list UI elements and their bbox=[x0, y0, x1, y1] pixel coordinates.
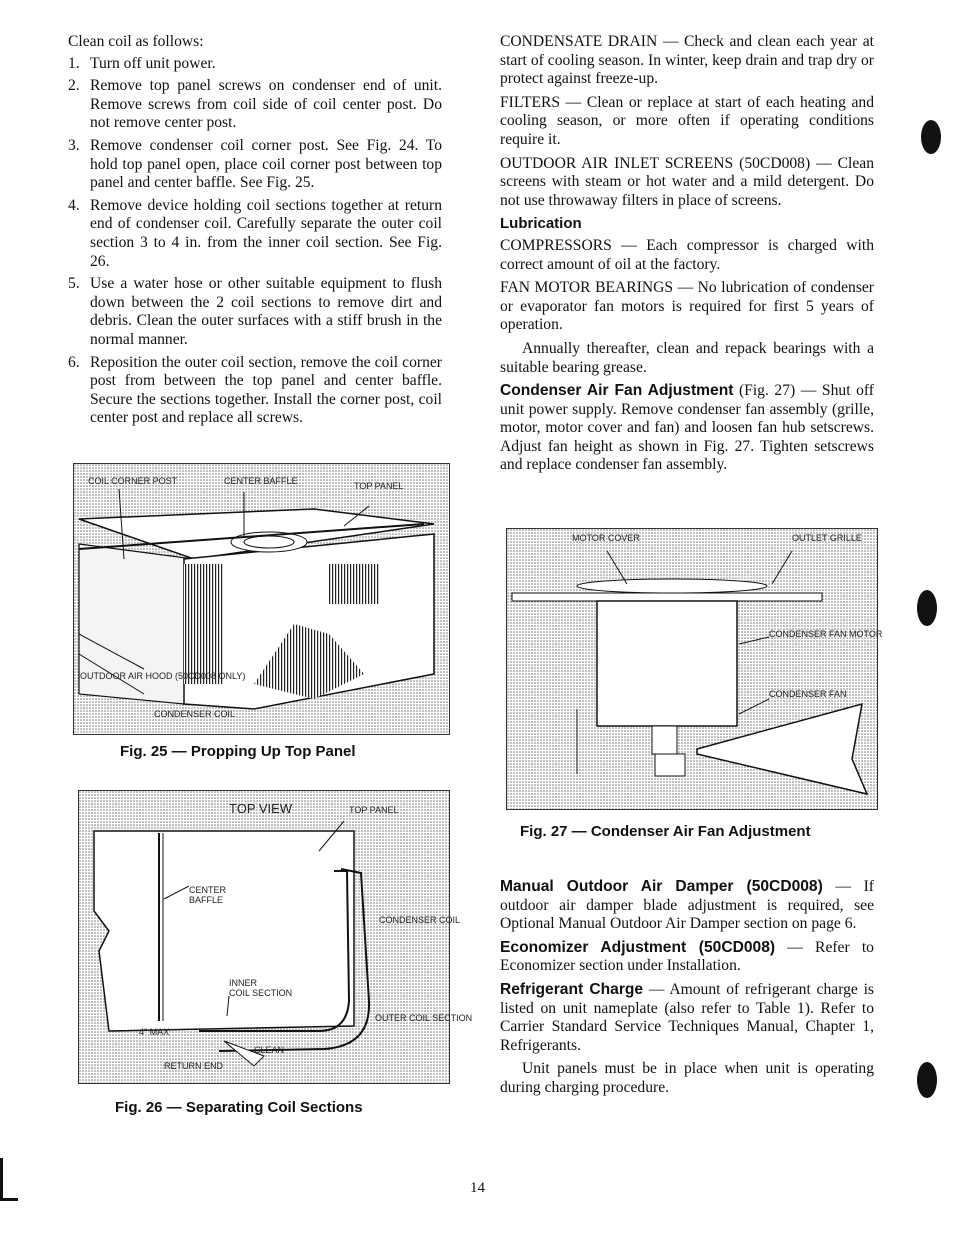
fig27-label-motor-cover: MOTOR COVER bbox=[572, 533, 640, 543]
clean-coil-intro: Clean coil as follows: bbox=[68, 33, 204, 50]
step-item: 4. Remove device holding coil sections together at return end of condenser coil. Carefully separate the outer coil section 3 to 4 in. from the inner coil section. See Fig. 26. bbox=[68, 196, 442, 270]
fig26-label-outer-coil: OUTER COIL SECTION bbox=[375, 1013, 473, 1023]
step-item: 1. Turn off unit power. bbox=[68, 54, 216, 72]
fig26-label-clean: CLEAN bbox=[254, 1045, 285, 1055]
condensate-drain-paragraph: CONDENSATE DRAIN — Check and clean each year at start of cooling season. In winter, keep drain and trap dry or protect against freeze-up. bbox=[500, 33, 874, 88]
lubrication-heading: Lubrication bbox=[500, 215, 582, 233]
fig25-label-center-baffle: CENTER BAFFLE bbox=[224, 476, 298, 486]
fig25-illustration bbox=[73, 463, 450, 735]
economizer-paragraph: Economizer Adjustment (50CD008) — Refer to Economizer section under Installation. bbox=[500, 938, 874, 975]
fig27-drawing bbox=[507, 529, 883, 809]
fig26-label-top-panel: TOP PANEL bbox=[349, 805, 399, 815]
fig26-label-center-baffle-2: BAFFLE bbox=[189, 895, 224, 905]
fig25-label-coil-corner-post: COIL CORNER POST bbox=[88, 476, 178, 486]
fig26-label-inner-coil-1: INNER bbox=[229, 978, 258, 988]
fig26-label-return-end: RETURN END bbox=[164, 1061, 224, 1071]
step-item: 5. Use a water hose or other suitable equipment to flush down between the 2 coil sections to remove dirt and debris. Clean the outer surfaces with a stiff brush in the normal manner. bbox=[68, 275, 442, 348]
step-item: 3. Remove condenser coil corner post. See Fig. 24. To hold top panel open, place coil corner post between top panel and center baffle. See Fig. 25. bbox=[68, 136, 442, 192]
compressors-paragraph: COMPRESSORS — Each compressor is charged with correct amount of oil at the factory. bbox=[500, 236, 874, 273]
right-column-bottom bbox=[500, 878, 874, 1103]
binding-hole-mark bbox=[917, 1062, 937, 1098]
binding-hole-mark bbox=[921, 120, 941, 154]
fig27-caption: Fig. 27 — Condenser Air Fan Adjustment bbox=[520, 823, 811, 840]
right-column-top bbox=[500, 33, 874, 480]
fig26-label-max: 4" MAX bbox=[139, 1027, 170, 1037]
binding-hole-mark bbox=[917, 590, 937, 626]
fan-adjust-paragraph: Condenser Air Fan Adjustment (Fig. 27) — Shut off unit power supply. Remove condenser fan assembly (grille, motor, motor cover and fan) and loosen fan hub setscrews. Adjust fan height as shown in Fig. 27. Tighten setscrews and replace condenser fan assembly. bbox=[500, 382, 874, 474]
page-number: 14 bbox=[470, 1180, 485, 1196]
fig25-label-condenser-coil: CONDENSER COIL bbox=[154, 709, 236, 719]
fan-motor-paragraph: FAN MOTOR BEARINGS — No lubrication of condenser or evaporator fan motors is required for first 5 years of operation. bbox=[500, 279, 874, 334]
refrigerant-paragraph: Refrigerant Charge — Amount of refrigerant charge is listed on unit nameplate (also refer to Table 1). Refer to Carrier Standard Service Techniques Manual, Chapter 1, Refrigerants. bbox=[500, 980, 874, 1054]
fig25-label-top-panel: TOP PANEL bbox=[354, 481, 404, 491]
step-item: 2. Remove top panel screws on condenser end of unit. Remove screws from coil side of coil center post. Do not remove center post. bbox=[68, 77, 442, 132]
outdoor-screens-paragraph: OUTDOOR AIR INLET SCREENS (50CD008) — Clean screens with steam or hot water and a mild detergent. Do not use throwaway filters in place of screens. bbox=[500, 154, 875, 209]
fig26-illustration bbox=[78, 790, 473, 1084]
fig26-label-top-view: TOP VIEW bbox=[229, 801, 293, 816]
fig26-drawing bbox=[79, 791, 473, 1083]
fig26-caption: Fig. 26 — Separating Coil Sections bbox=[115, 1099, 363, 1116]
fig26-label-inner-coil-2: COIL SECTION bbox=[229, 988, 293, 998]
fig25-caption: Fig. 25 — Propping Up Top Panel bbox=[120, 743, 356, 760]
fig27-illustration bbox=[506, 528, 883, 810]
manual-damper-paragraph: Manual Outdoor Air Damper (50CD008) — If outdoor air damper blade adjustment is required, see Optional Manual Outdoor Air Damper section on page 6. bbox=[500, 878, 874, 933]
annually-paragraph: Annually thereafter, clean and repack bearings with a suitable bearing grease. bbox=[500, 339, 874, 376]
fig27-label-fan-motor: CONDENSER FAN MOTOR bbox=[769, 629, 883, 639]
unit-panels-paragraph: Unit panels must be in place when unit is operating during charging procedure. bbox=[500, 1060, 874, 1096]
fig25-label-outdoor-air-hood: OUTDOOR AIR HOOD (50CD008 ONLY) bbox=[80, 671, 246, 681]
fig25-drawing bbox=[74, 464, 449, 734]
fig27-label-condenser-fan: CONDENSER FAN bbox=[769, 689, 847, 699]
step-item: 6. Reposition the outer coil section, remove the coil corner post from between the top panel and center baffle. Secure the sections together. Install the corner post, coil center post and replace all screws. bbox=[68, 353, 442, 427]
left-column bbox=[68, 33, 442, 432]
fig26-label-center-baffle-1: CENTER bbox=[189, 885, 227, 895]
filters-paragraph: FILTERS — Clean or replace at start of each heating and cooling season, or more often if operating conditions require it. bbox=[500, 93, 874, 148]
cleaning-steps-list bbox=[68, 55, 442, 428]
page-edge-mark bbox=[0, 1198, 18, 1201]
fig27-label-outlet-grille: OUTLET GRILLE bbox=[792, 533, 862, 543]
page-edge-mark bbox=[0, 1158, 3, 1200]
fig26-label-condenser-coil: CONDENSER COIL bbox=[379, 915, 461, 925]
